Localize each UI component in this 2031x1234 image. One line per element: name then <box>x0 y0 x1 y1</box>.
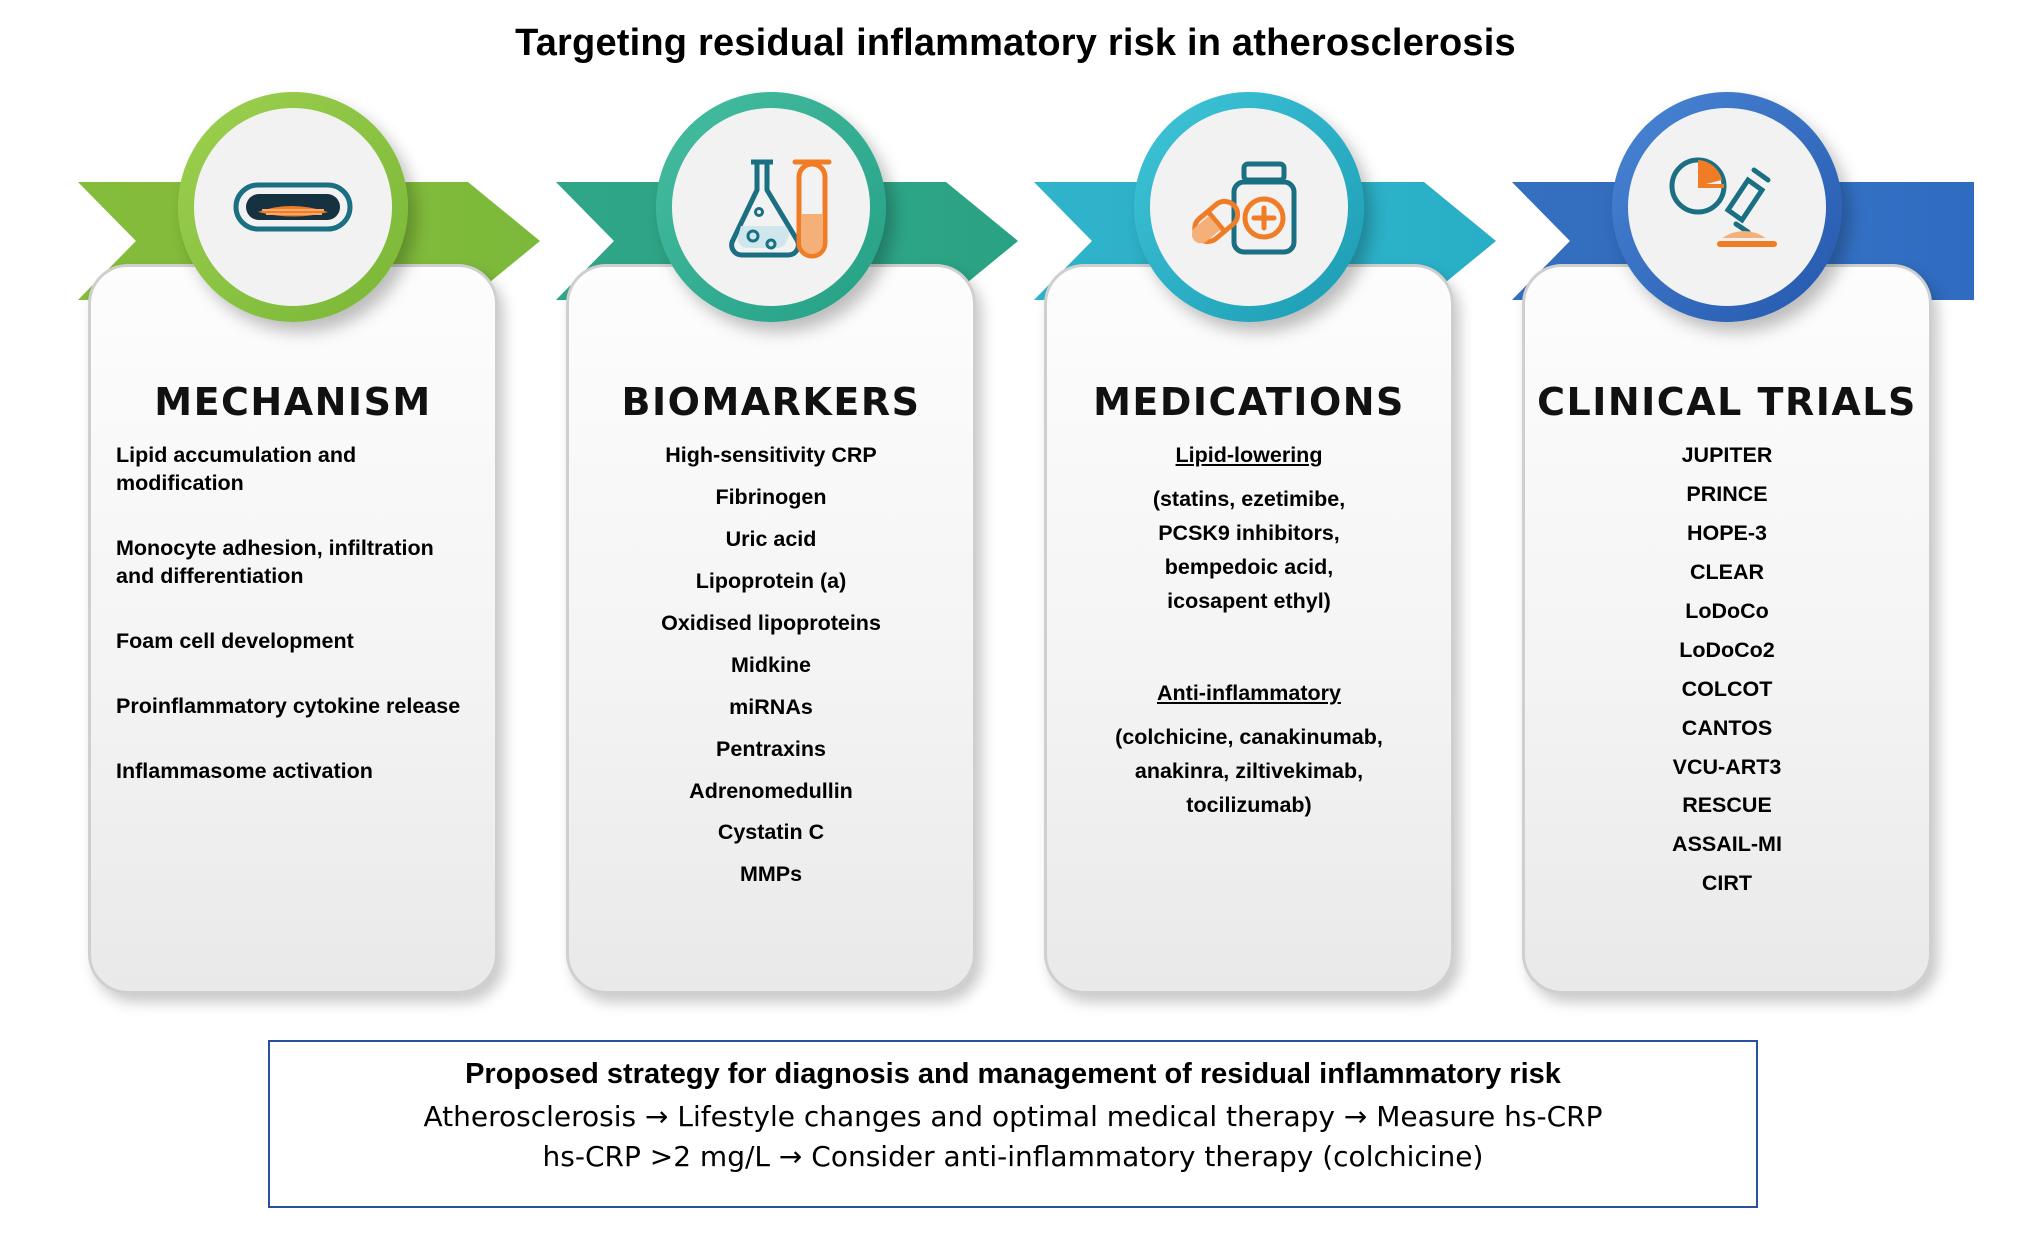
list-item: PCSK9 inhibitors, <box>1158 520 1340 545</box>
badge-trials <box>1612 92 1842 322</box>
list-item: RESCUE <box>1682 793 1772 818</box>
list-item: JUPITER <box>1681 443 1773 467</box>
list-item: Monocyte adhesion, infiltration and differentiation <box>116 535 434 588</box>
list-item: CANTOS <box>1681 715 1773 740</box>
list-item: HOPE-3 <box>1686 520 1768 545</box>
list-item: LoDoCo2 <box>1679 637 1775 662</box>
footer-line-1: Atherosclerosis → Lifestyle changes and optimal medical therapy → Measure hs-CRP <box>423 1100 1603 1133</box>
list-biomarkers <box>566 442 976 903</box>
card-title-mechanism: MECHANISM <box>154 380 432 424</box>
flask-test-tube-icon <box>672 108 870 306</box>
badge-biomarkers <box>656 92 886 322</box>
footer-strategy-box <box>268 1040 1758 1208</box>
page-title: Targeting residual inflammatory risk in atherosclerosis <box>515 22 1516 64</box>
list-item: PRINCE <box>1686 481 1768 506</box>
list-item: VCU-ART3 <box>1672 754 1782 779</box>
card-title-medications: MEDICATIONS <box>1093 380 1405 424</box>
microscope-chart-icon <box>1628 108 1826 306</box>
list-item: anakinra, ziltivekimab, <box>1134 758 1364 783</box>
list-item: Foam cell development <box>116 628 354 653</box>
list-item: tocilizumab) <box>1186 792 1312 817</box>
group-heading: Anti-inflammatory <box>1157 680 1341 705</box>
list-trials <box>1522 442 1932 909</box>
list-item: Oxidised lipoproteins <box>661 610 881 635</box>
list-item: Lipoprotein (a) <box>695 568 847 593</box>
list-mechanism <box>88 442 498 823</box>
pillar-biomarkers <box>556 92 1026 1032</box>
list-item: Inflammasome activation <box>116 758 373 783</box>
card-title-trials: CLINICAL TRIALS <box>1537 380 1917 424</box>
pill-bottle-icon <box>1150 108 1348 306</box>
footer-line-2: hs-CRP >2 mg/L → Consider anti-inflammatory therapy (colchicine) <box>542 1139 1484 1173</box>
list-item: CIRT <box>1701 871 1753 896</box>
pillar-mechanism <box>78 92 548 1032</box>
list-item: bempedoic acid, <box>1164 554 1334 579</box>
footer-title: Proposed strategy for diagnosis and management of residual inflammatory risk <box>465 1058 1561 1090</box>
badge-medications <box>1134 92 1364 322</box>
list-item: (statins, ezetimibe, <box>1152 486 1346 511</box>
list-item: Midkine <box>730 652 812 677</box>
list-item: LoDoCo <box>1685 598 1769 623</box>
list-item: miRNAs <box>729 694 813 719</box>
list-item: Cystatin C <box>717 820 825 845</box>
card-title-biomarkers: BIOMARKERS <box>621 380 921 424</box>
list-item: Lipid accumulation and modification <box>116 443 357 495</box>
list-item: Proinflammatory cytokine release <box>116 693 461 718</box>
pillars-container <box>78 92 1978 1032</box>
group-spacer <box>1072 622 1426 680</box>
list-item: ASSAIL-MI <box>1672 832 1782 857</box>
list-medications <box>1044 442 1454 825</box>
badge-mechanism <box>178 92 408 322</box>
list-item: Uric acid <box>725 526 817 551</box>
list-item: Adrenomedullin <box>689 778 853 803</box>
list-item: High-sensitivity CRP <box>665 443 877 467</box>
artery-plaque-icon <box>194 108 392 306</box>
list-item: CLEAR <box>1689 559 1765 584</box>
list-item: Pentraxins <box>716 736 826 761</box>
pillar-medications <box>1034 92 1504 1032</box>
list-item: Fibrinogen <box>715 484 827 509</box>
pillar-clinical-trials <box>1512 92 1982 1032</box>
list-item: MMPs <box>739 862 803 887</box>
list-item: (colchicine, canakinumab, <box>1115 724 1383 749</box>
list-item: icosapent ethyl) <box>1167 588 1331 613</box>
group-heading: Lipid-lowering <box>1175 443 1323 467</box>
list-item: COLCOT <box>1681 676 1773 701</box>
